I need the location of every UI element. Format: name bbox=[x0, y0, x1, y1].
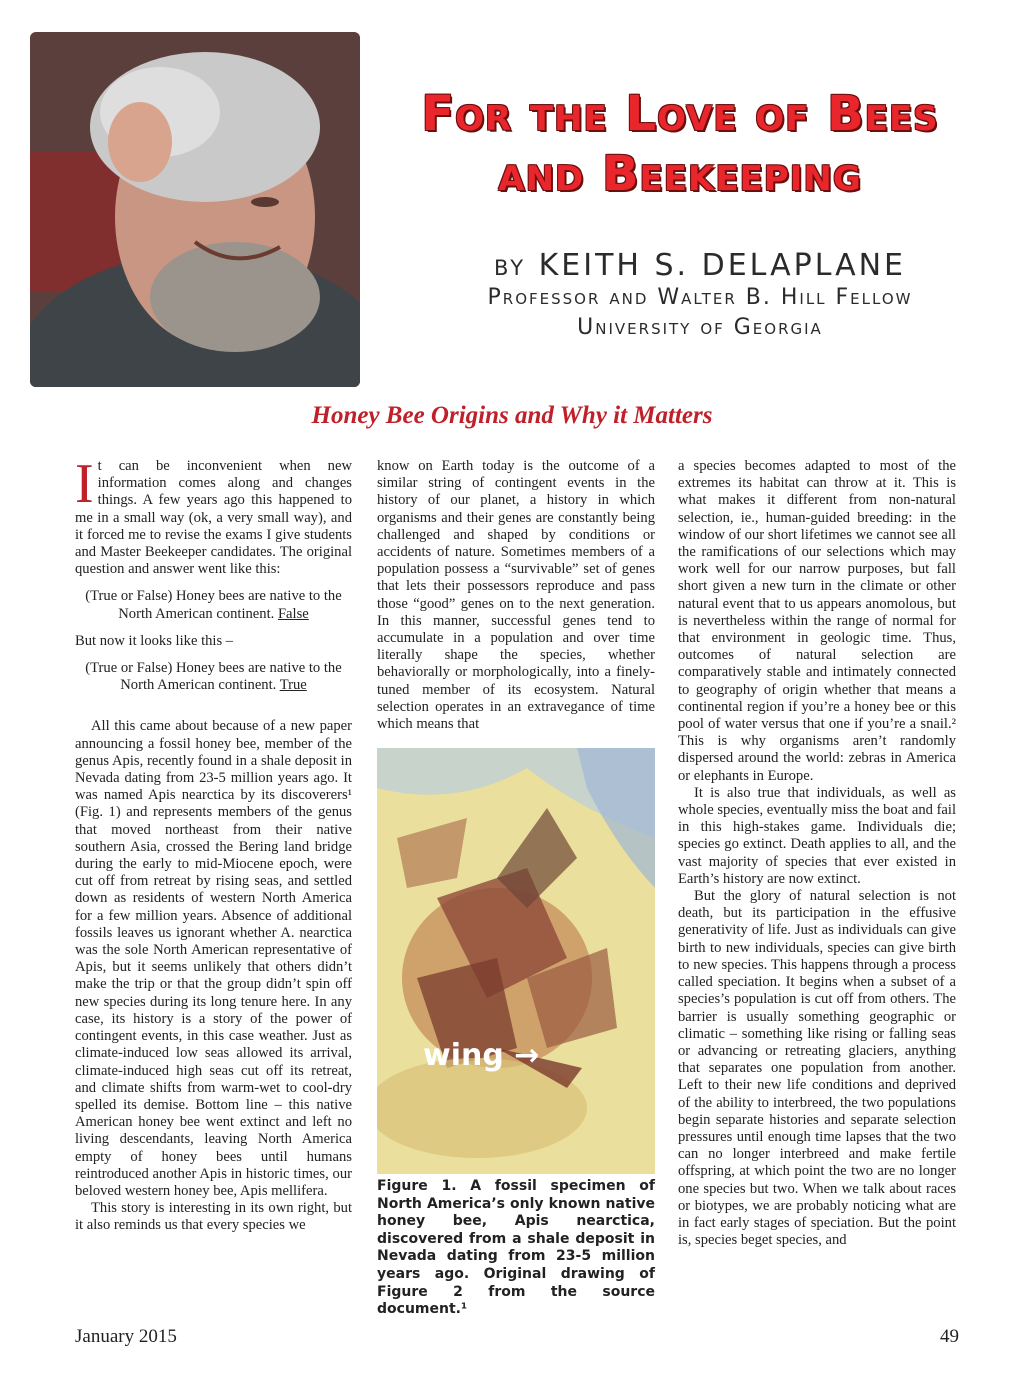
fossil-figure bbox=[377, 748, 655, 1174]
title-line-1: For the Love of Bees bbox=[421, 86, 939, 142]
text-column-1 bbox=[75, 453, 352, 1235]
true-false-question-1: (True or False) Honey bees are native to the North American continent. False bbox=[85, 588, 342, 622]
paragraph: All this came about because of a new paper announcing a fossil honey bee, member of the genus Apis, recently found in a shale deposit in Nevada dating from 23-5 million years ago. It was named Apis nearctica by its discoverers¹ (Fig. 1) and represents members of the genus that moved northeast from their native southern Asia, crossed the Bering land bridge during the early to mid-Miocene epoch, were cut off from retreat by rising seas, and settled down as residents of western North America for a few million years. Absence of additional fossils leaves us ignorant whether A. nearctica was the sole North American representative of Apis, but it seems unlikely that others didn’t make the trip or that the group didn’t spin off new species during its long tenure here. In any case, its history is a story of the power of contingent events, in this case weather. Just as climate-induced low seas allowed its arrival, climate-induced high seas cut off its retreat, and climate shifts from warm-wet to cool-dry spelled its demise. Bottom line – this native American honey bee went extinct and left no living descendants, leaving North America empty of honey bees until humans reintroduced another Apis in historic times, our beloved western honey bee, Apis mellifera. bbox=[75, 718, 352, 1199]
paragraph: This story is interesting in its own right, but it also reminds us that every species we bbox=[75, 1200, 352, 1234]
answer-true: True bbox=[279, 677, 307, 694]
wing-annotation bbox=[423, 1038, 539, 1073]
author-name: by KEITH S. DELAPLANE bbox=[493, 248, 907, 283]
paragraph bbox=[75, 453, 352, 578]
arrow-icon: → bbox=[514, 1038, 540, 1073]
byline-block bbox=[430, 248, 970, 343]
paragraph-text: t can be inconvenient when new information comes along and changes things. A few years ago this happened to me in a small way (ok, a very small way), and it forced me to revise the exams I give students and Master Beekeeper candidates. The original question and answer went like this: bbox=[75, 458, 352, 578]
paragraph: It is also true that individuals, as well as whole species, eventually miss the boat and fail in this high-stakes game. Individuals die; species go extinct. Death applies to all, and the vast majority of species that ever existed in Earth’s history are now extinct. bbox=[678, 784, 957, 887]
issue-date: January 2015 bbox=[75, 1326, 177, 1347]
text-column-3 bbox=[678, 458, 956, 1249]
author-portrait bbox=[30, 32, 360, 387]
title-line-2: and Beekeeping bbox=[498, 146, 862, 202]
figure-caption: Figure 1. A fossil specimen of North America’s only known native honey bee, Apis nearctica, discovered from a shale deposit in Nevada dating from 23-5 million years ago. Original drawing of Figure 2 from the source document.¹ bbox=[377, 1178, 655, 1318]
paragraph: a species becomes adapted to most of the extremes its habitat can throw at it. This is what makes it different from non-natural selection, ie., human-guided breeding: in the window of our short lifetimes we cannot see all the ramifications of our selections which may work well for our narrow purposes, but fall short given a new turn in the climate or other natural event that to us appears anomolous, but is nevertheless within the range of normal for that environment in geologic time. Thus, outcomes of natural selection are comparatively stable and intimately connected to geography of origin whether that means a continental region if you’re a honey bee or this pool of water versus that one if you’re a snail.² This is why organisms aren’t randomly dispersed around the world: zebras in America or elephants in Europe. bbox=[678, 458, 956, 784]
text-column-2 bbox=[377, 458, 655, 733]
paragraph: But the glory of natural selection is not death, but its participation in the effusive generativity of life. Just as individuals can give birth to new individuals, species can give birth to new species. This happens through a process called speciation. It begins when a subset of a species’s population is cut off from others. The barrier is usually something geographic or climatic – something like rising or falling seas or advancing or retreating glaciers, anything that separates one population from another. Left to their new life conditions and deprived of the ability to interbreed, the two populations begin separate histories and separate selection pressures until enough time lapses that the two can no longer interbreed and make fertile offspring, at which point the two are no longer one species but two. When we talk about races or biotypes, we are probably noticing what are in fact early stages of speciation. But the point is, species beget species, and bbox=[678, 888, 956, 1249]
true-false-question-2: (True or False) Honey bees are native to the North American continent. True bbox=[85, 660, 342, 694]
affiliation-line-2: University of Georgia bbox=[577, 315, 823, 340]
affiliation-line-1: Professor and Walter B. Hill Fellow bbox=[487, 285, 913, 310]
drop-cap: I bbox=[75, 453, 94, 515]
paragraph: But now it looks like this – bbox=[75, 632, 234, 649]
paragraph: know on Earth today is the outcome of a similar string of contingent events in the history of our planet, a history in which organisms and their genes are constantly being challenged and shaped by conditions or accidents of nature. Sometimes members of a population possess a “survivable” set of genes that lets their possessors reproduce and pass those “good” genes on to the next generation. In this manner, successful genes tend to accumulate in a population and over time literally shape the species, whether behaviorally or morphologically, into a finely-tuned member of its ecosystem. Natural selection operates in an extravegance of time which means that bbox=[377, 458, 655, 733]
article-subtitle: Honey Bee Origins and Why it Matters bbox=[311, 402, 713, 429]
article-series-title bbox=[360, 84, 1000, 204]
wing-label: wing bbox=[423, 1038, 504, 1073]
answer-false: False bbox=[277, 605, 309, 622]
page-number: 49 bbox=[940, 1326, 959, 1347]
